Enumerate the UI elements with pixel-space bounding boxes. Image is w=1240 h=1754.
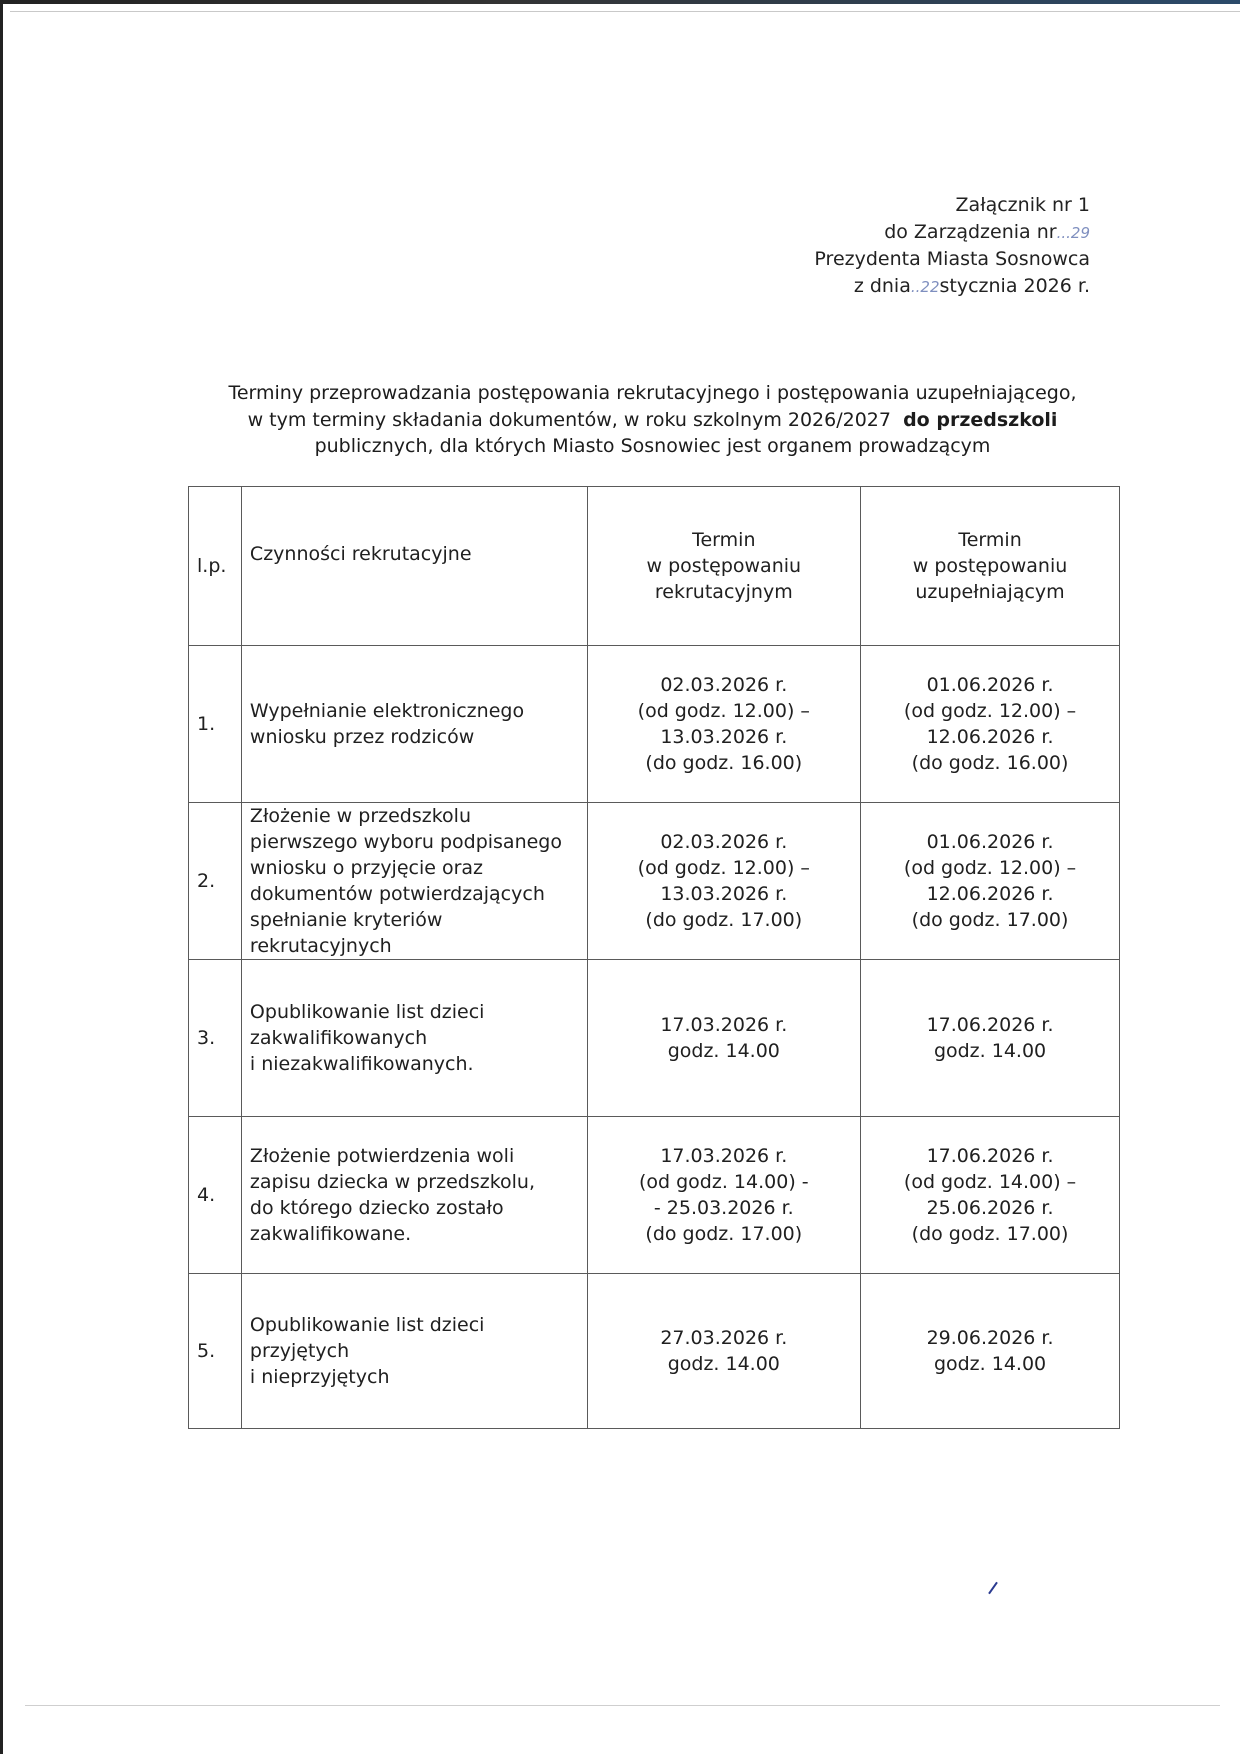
term-text: 25.06.2026 r.: [926, 1197, 1054, 1219]
term-text: (do godz. 16.00): [645, 752, 803, 774]
table-row: [189, 960, 1120, 1117]
term-text: godz. 14.00: [667, 1353, 780, 1375]
date-label: z dnia: [853, 274, 911, 297]
term-text: 29.06.2026 r.: [926, 1327, 1054, 1349]
term-text: (od godz. 14.00) -: [638, 1171, 809, 1193]
activity-text: Opublikowanie list dzieci: [249, 1314, 485, 1336]
activity-text: spełnianie kryteriów: [249, 909, 443, 931]
activity-text: i nieprzyjętych: [249, 1366, 390, 1388]
row-number: 5.: [189, 1274, 242, 1429]
title-line-2: [185, 407, 1120, 434]
row-activity: [241, 1274, 587, 1429]
title-line-1: Terminy przeprowadzania postępowania rekrutacyjnego i postępowania uzupełniającego,: [228, 382, 1077, 404]
header-activity: Czynności rekrutacyjne: [241, 487, 587, 646]
term-text: 12.06.2026 r.: [926, 883, 1054, 905]
activity-text: zakwalifikowane.: [249, 1223, 412, 1245]
activity-text: zakwalifikowanych: [249, 1027, 428, 1049]
term-text: 02.03.2026 r.: [660, 674, 788, 696]
row-activity: [241, 646, 587, 803]
term-text: 01.06.2026 r.: [926, 674, 1054, 696]
term-text: 17.03.2026 r.: [660, 1145, 788, 1167]
ordinance-date: [814, 273, 1090, 301]
term-text: 17.06.2026 r.: [926, 1145, 1054, 1167]
title-line-3: publicznych, dla których Miasto Sosnowiec jest organem prowadzącym: [314, 435, 991, 457]
activity-text: dokumentów potwierdzających: [249, 883, 545, 905]
term-text: 27.03.2026 r.: [660, 1327, 788, 1349]
scan-artifact-line: [10, 11, 1240, 12]
term-text: 12.06.2026 r.: [926, 726, 1054, 748]
header-text: rekrutacyjnym: [654, 581, 793, 603]
term-text: (od godz. 14.00) –: [903, 1171, 1077, 1193]
row-term-recruitment: [587, 646, 861, 803]
term-text: 02.03.2026 r.: [660, 831, 788, 853]
row-term-recruitment: [587, 1117, 861, 1274]
activity-text: i niezakwalifikowanych.: [249, 1053, 474, 1075]
activity-text: przyjętych: [249, 1340, 350, 1362]
ordinance-reference: [814, 219, 1090, 247]
scan-edge-top: [0, 0, 1240, 4]
term-text: godz. 14.00: [667, 1040, 780, 1062]
table-row: [189, 1117, 1120, 1274]
table-row: [189, 1274, 1120, 1429]
activity-text: wniosku o przyjęcie oraz: [249, 857, 484, 879]
header-text: Termin: [958, 529, 1022, 551]
activity-text: rekrutacyjnych: [249, 935, 392, 957]
scan-edge-left: [0, 0, 3, 1754]
row-term-recruitment: [587, 803, 861, 960]
term-text: 13.03.2026 r.: [660, 883, 788, 905]
row-term-supplementary: [861, 960, 1120, 1117]
activity-text: Opublikowanie list dzieci: [249, 1001, 485, 1023]
row-activity: [241, 803, 587, 960]
term-text: (do godz. 17.00): [911, 1223, 1069, 1245]
activity-text: Wypełnianie elektronicznego: [249, 700, 525, 722]
row-term-recruitment: [587, 960, 861, 1117]
term-text: godz. 14.00: [933, 1353, 1047, 1375]
header-term-supplementary: [861, 487, 1120, 646]
activity-text: pierwszego wyboru podpisanego: [249, 831, 562, 853]
row-term-supplementary: [861, 1274, 1120, 1429]
header-text: Termin: [692, 529, 756, 551]
activity-text: wniosku przez rodziców: [249, 726, 475, 748]
term-text: 17.06.2026 r.: [926, 1014, 1054, 1036]
row-number: 3.: [189, 960, 242, 1117]
table-row: [189, 646, 1120, 803]
term-text: (od godz. 12.00) –: [903, 700, 1077, 722]
term-text: (do godz. 16.00): [911, 752, 1069, 774]
row-activity: [241, 960, 587, 1117]
table-row: [189, 803, 1120, 960]
recruitment-schedule-table: [188, 486, 1120, 1429]
scan-artifact-line: [25, 1705, 1220, 1706]
term-text: 17.03.2026 r.: [660, 1014, 788, 1036]
title-bold-fragment: do przedszkoli: [903, 408, 1058, 431]
row-number: 1.: [189, 646, 242, 803]
row-term-supplementary: [861, 1117, 1120, 1274]
attachment-header: [814, 192, 1090, 300]
row-term-supplementary: [861, 803, 1120, 960]
pen-tick-mark: [988, 1582, 998, 1595]
activity-text: zapisu dziecka w przedszkolu,: [249, 1171, 536, 1193]
term-text: (od godz. 12.00) –: [903, 857, 1077, 879]
row-term-supplementary: [861, 646, 1120, 803]
date-month-year: stycznia 2026 r.: [939, 274, 1090, 297]
attachment-number: Załącznik nr 1: [955, 194, 1090, 216]
header-text: w postępowaniu: [912, 555, 1068, 577]
header-term-recruitment: [587, 487, 861, 646]
activity-text: Złożenie potwierdzenia woli: [249, 1145, 515, 1167]
term-text: - 25.03.2026 r.: [653, 1197, 794, 1219]
activity-text: Złożenie w przedszkolu: [249, 805, 471, 827]
header-text: uzupełniającym: [915, 581, 1065, 603]
term-text: (od godz. 12.00) –: [637, 700, 810, 722]
table-header-row: [189, 487, 1120, 646]
term-text: (do godz. 17.00): [645, 909, 803, 931]
term-text: 13.03.2026 r.: [660, 726, 788, 748]
issuer: Prezydenta Miasta Sosnowca: [814, 248, 1090, 270]
header-text: w postępowaniu: [646, 555, 802, 577]
row-activity: [241, 1117, 587, 1274]
term-text: 01.06.2026 r.: [926, 831, 1054, 853]
ordinance-label: do Zarządzenia nr: [884, 220, 1057, 243]
handwritten-ordinance-number: ...29: [1056, 223, 1090, 242]
header-lp: l.p.: [189, 487, 242, 646]
term-text: godz. 14.00: [933, 1040, 1047, 1062]
row-term-recruitment: [587, 1274, 861, 1429]
row-number: 4.: [189, 1117, 242, 1274]
handwritten-day: ..22: [910, 277, 940, 296]
term-text: (do godz. 17.00): [911, 909, 1069, 931]
row-number: 2.: [189, 803, 242, 960]
activity-text: do którego dziecko zostało: [249, 1197, 504, 1219]
title-line-2-text: w tym terminy składania dokumentów, w roku szkolnym 2026/2027: [247, 408, 891, 431]
term-text: (od godz. 12.00) –: [637, 857, 810, 879]
term-text: (do godz. 17.00): [645, 1223, 803, 1245]
document-title: [185, 380, 1120, 460]
